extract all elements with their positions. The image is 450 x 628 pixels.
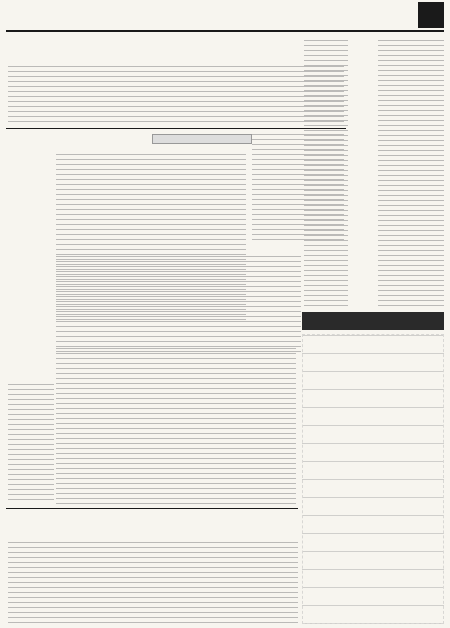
divider <box>6 128 346 129</box>
article-6-body <box>8 542 298 624</box>
column-header-bar <box>152 134 252 144</box>
article-3-body <box>304 40 348 310</box>
page-number <box>418 2 444 28</box>
header-rule <box>6 30 444 32</box>
divider-2 <box>6 508 298 509</box>
article-5-body <box>56 348 296 504</box>
ad-listing <box>302 334 444 624</box>
article-1-body <box>8 66 344 126</box>
ad-banner <box>302 312 444 330</box>
article-4-body <box>56 256 301 356</box>
article-2-body-cont <box>8 384 54 504</box>
article-3-body-right <box>378 40 444 310</box>
